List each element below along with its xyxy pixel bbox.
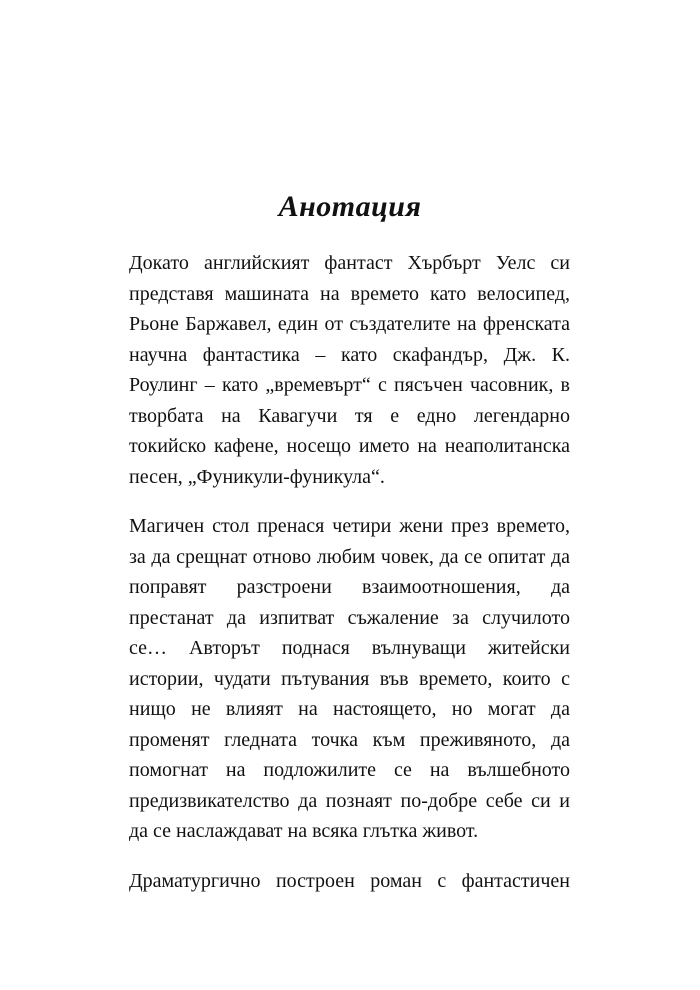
annotation-title: Анотация <box>278 190 422 223</box>
annotation-paragraph-3: Драматургично построен роман с фантастичен <box>129 869 570 892</box>
annotation-body <box>129 248 570 915</box>
annotation-paragraph-1: Докато английският фантаст Хърбърт Уелс си представя машината на времето като велосипед, Рьоне Баржавел, един от създателите на френската научна фантастика – като скафандър, Дж. К. Роулинг – като „времевърт“ с пясъчен часовник, в творбата на Кавагучи тя е едно легендарно токийско кафене, носещо името на неаполитанска песен, „Фуникули-фуникула“. <box>129 252 570 488</box>
annotation-paragraph-2: Магичен стол пренася четири жени през времето, за да срещнат отново любим човек, да се опитат да поправят разстроени взаимоотношения, да престанат да изпитват съжаление за случилото се… Авторът поднася вълнуващи житейски истории, чудати пътувания във времето, които с нищо не влияят на настоящето, но могат да променят гледната точка към преживяното, да помогнат на подложилите се на вълшебното предизвикателство да познаят по-добре себе си и да се наслаждават на всяка глътка живот. <box>129 515 570 842</box>
